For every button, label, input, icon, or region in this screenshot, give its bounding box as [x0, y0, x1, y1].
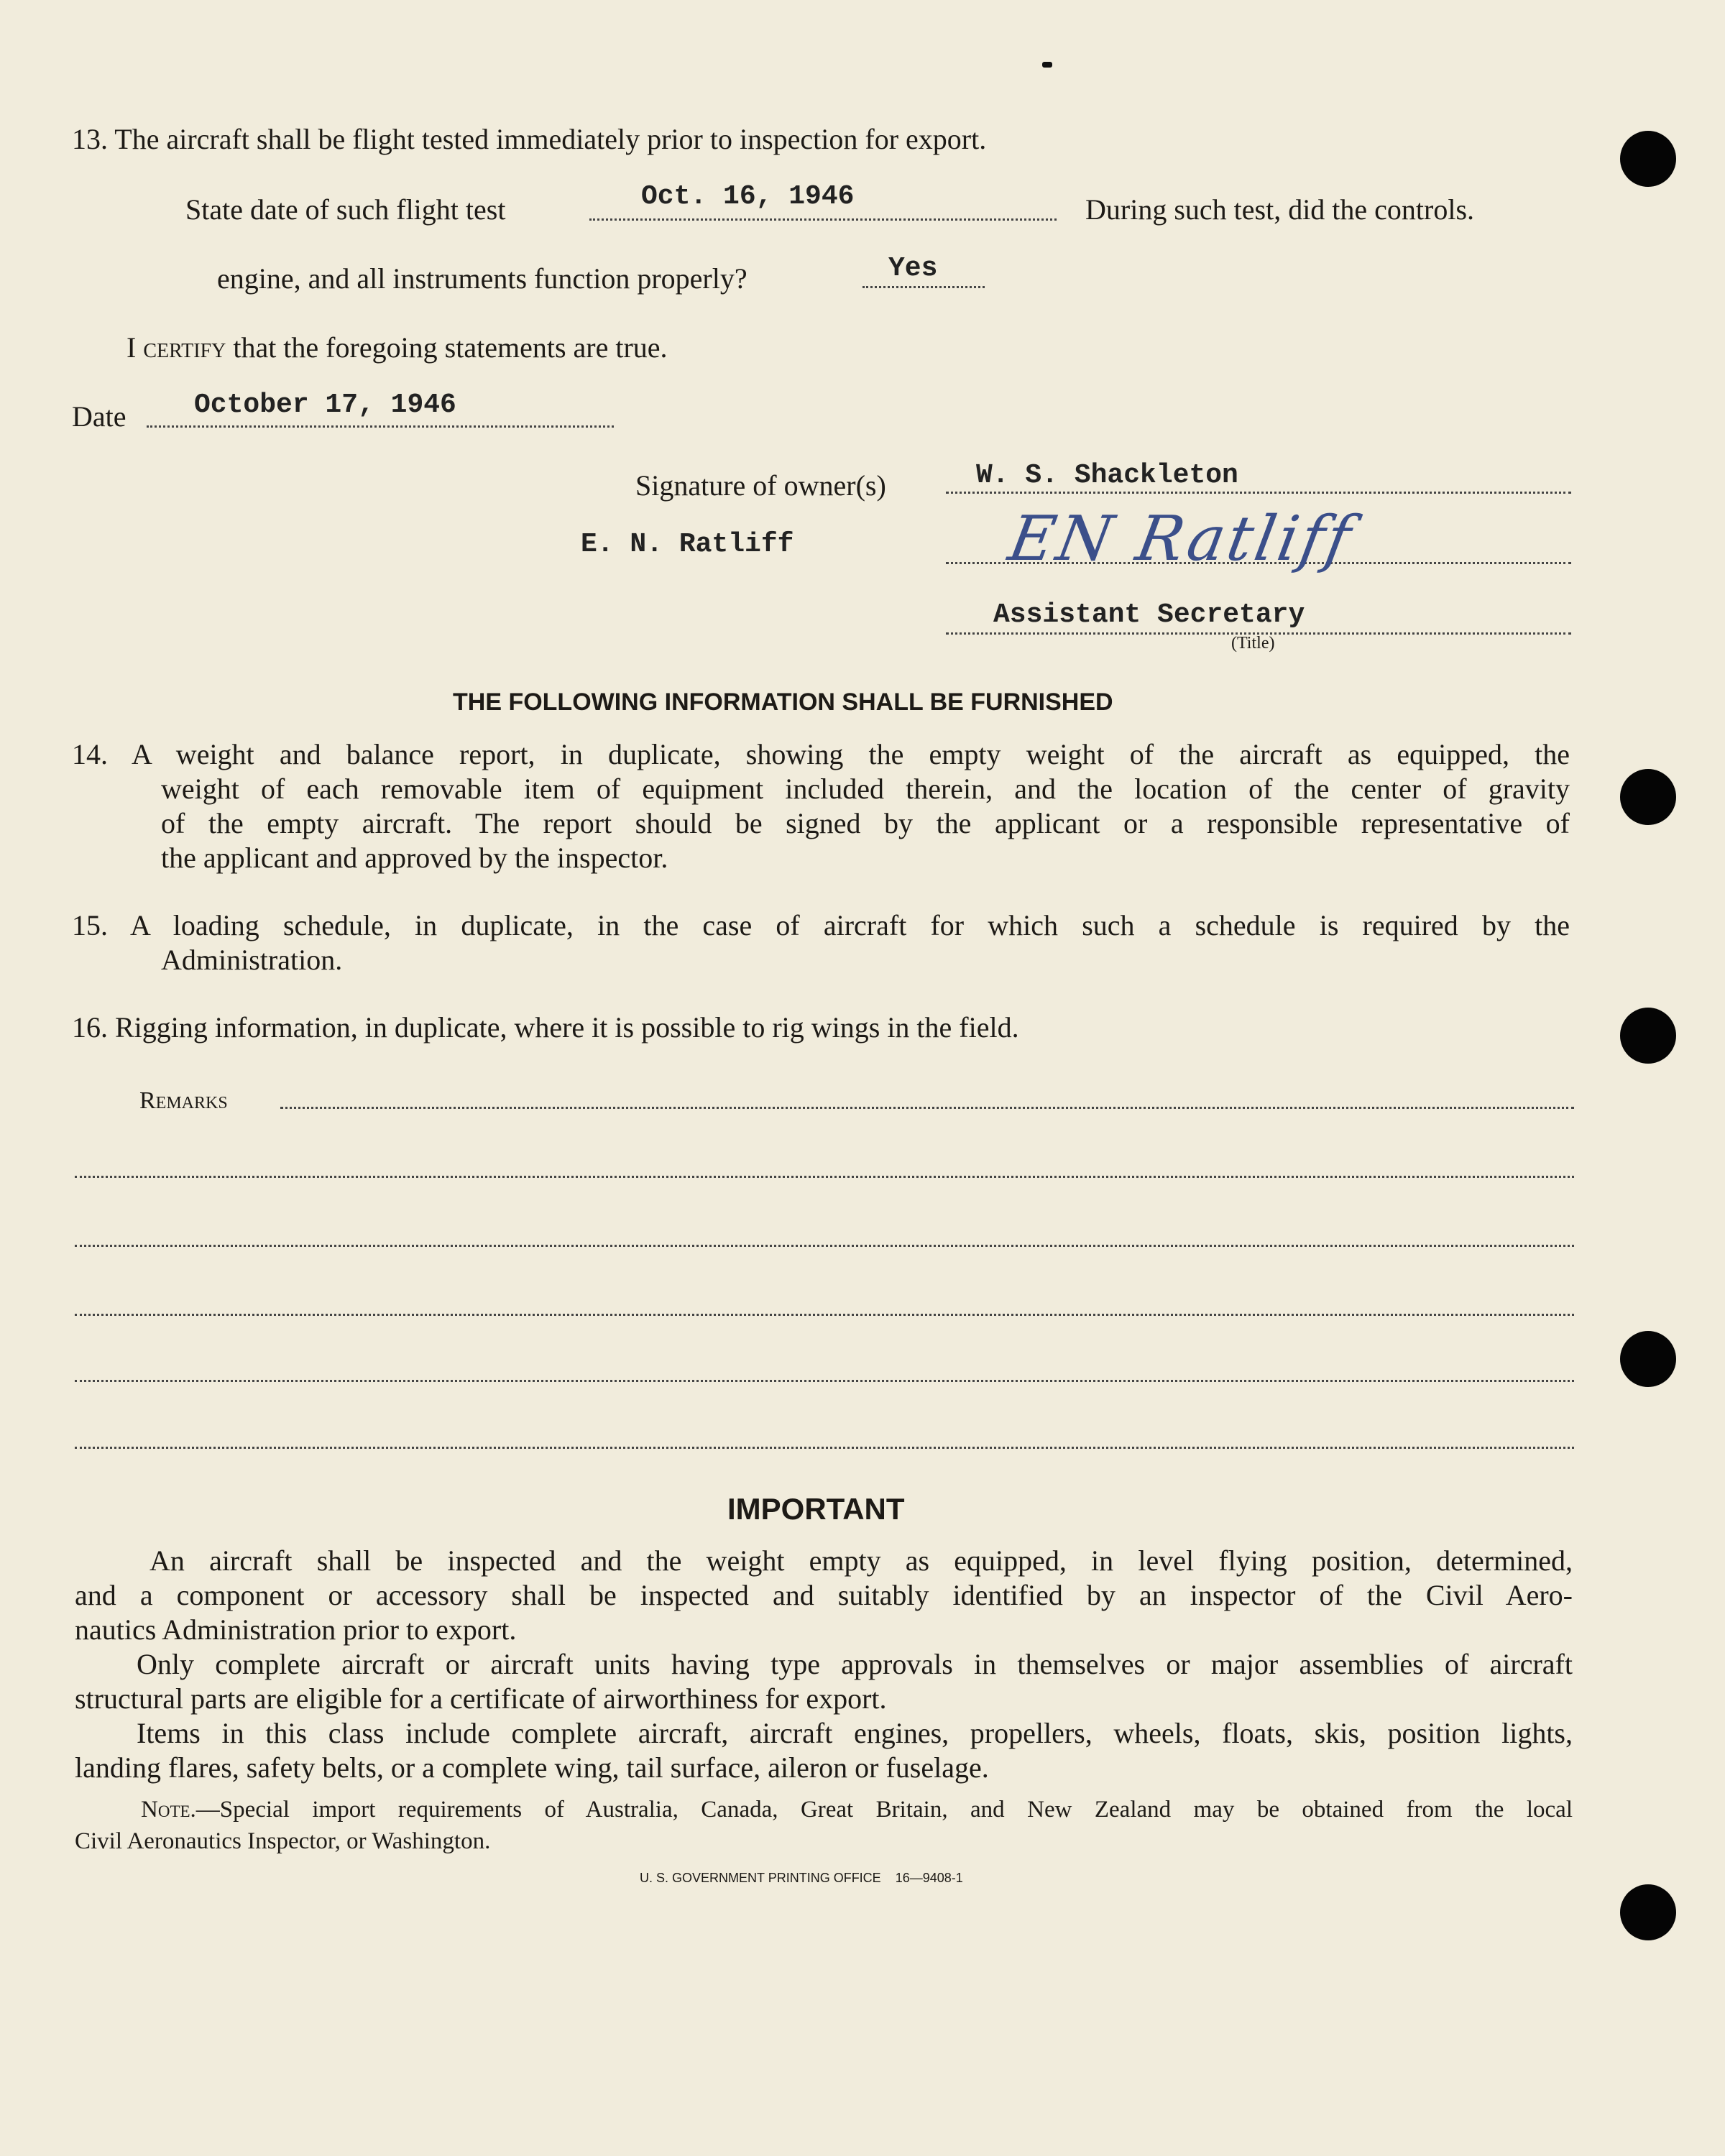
- signature-owner-label: Signature of owner(s): [635, 469, 886, 502]
- flight-test-date-label: State date of such flight test: [185, 193, 506, 226]
- important-p1-line: nautics Administration prior to export.: [75, 1613, 517, 1646]
- item-13-text: 13. The aircraft shall be flight tested immediately prior to inspection for export.: [72, 123, 987, 155]
- item-15-line: Administration.: [161, 944, 343, 976]
- title-value: Assistant Secretary: [993, 599, 1305, 630]
- remarks-line: [75, 1380, 1574, 1382]
- during-test-label: During such test, did the controls.: [1085, 193, 1475, 226]
- important-p2-line: structural parts are eligible for a certificate of airworthiness for export.: [75, 1682, 887, 1715]
- owner-signature-line: [946, 492, 1571, 494]
- certify-rest: that the foregoing statements are true.: [233, 331, 668, 364]
- handwritten-signature: EN Ratliff: [1003, 503, 1359, 575]
- important-p2-line: Only complete aircraft or aircraft units having type approvals in themselves or major assemblies of aircraft: [137, 1648, 1573, 1680]
- important-p3-line: landing flares, safety belts, or a complete wing, tail surface, aileron or fuselage.: [75, 1751, 989, 1784]
- note-label: Note.: [141, 1797, 196, 1823]
- remarks-line: [280, 1107, 1574, 1109]
- important-p1-line: and a component or accessory shall be inspected and suitably identified by an inspector of the Civil Aero-: [75, 1579, 1573, 1611]
- remarks-line: [75, 1447, 1574, 1449]
- signer-typed-name: E. N. Ratliff: [581, 529, 794, 560]
- important-p3-line: Items in this class include complete aircraft, aircraft engines, propellers, wheels, floats, skis, position lights,: [137, 1717, 1573, 1749]
- flight-test-date-value: Oct. 16, 1946: [641, 181, 855, 212]
- date-line: [147, 425, 614, 428]
- remarks-line: [75, 1314, 1574, 1316]
- printer-imprint: [640, 1871, 963, 1886]
- item-14-line: weight of each removable item of equipment included therein, and the location of the center of gravity: [161, 773, 1570, 805]
- owner-name: W. S. Shackleton: [976, 460, 1238, 491]
- engine-function-label: engine, and all instruments function properly?: [217, 262, 748, 295]
- binder-hole: [1620, 1331, 1676, 1387]
- item-14-line: 14. A weight and balance report, in duplicate, showing the empty weight of the aircraft as equipped, the: [72, 738, 1570, 770]
- note-line: Civil Aeronautics Inspector, or Washington.: [75, 1828, 491, 1854]
- item-14-line: the applicant and approved by the inspector.: [161, 842, 668, 874]
- item-14-line: of the empty aircraft. The report should be signed by the applicant or a responsible representative of: [161, 807, 1570, 839]
- engine-function-line: [862, 286, 985, 288]
- furnished-heading: THE FOLLOWING INFORMATION SHALL BE FURNISHED: [453, 688, 1113, 716]
- remarks-line: [75, 1245, 1574, 1247]
- date-value: October 17, 1946: [194, 390, 456, 420]
- certify-lead: I: [126, 331, 137, 364]
- binder-hole: [1620, 1008, 1676, 1064]
- note-text: —Special import requirements of Australia, Canada, Great Britain, and New Zealand may be obtained from the local: [196, 1797, 1573, 1823]
- important-heading: IMPORTANT: [727, 1492, 905, 1526]
- item-16-text: 16. Rigging information, in duplicate, where it is possible to rig wings in the field.: [72, 1011, 1019, 1044]
- date-label: Date: [72, 400, 126, 433]
- engine-function-value: Yes: [888, 253, 938, 284]
- binder-hole: [1620, 769, 1676, 825]
- remarks-label: Remarks: [139, 1087, 228, 1114]
- important-p1-line: An aircraft shall be inspected and the weight empty as equipped, in level flying position, determined,: [150, 1544, 1573, 1577]
- certify-statement: [126, 331, 668, 365]
- flight-test-date-line: [589, 218, 1057, 221]
- printer-name: U. S. GOVERNMENT PRINTING OFFICE: [640, 1871, 881, 1885]
- item-15-line: 15. A loading schedule, in duplicate, in the case of aircraft for which such a schedule is required by the: [72, 909, 1570, 941]
- binder-hole: [1620, 131, 1676, 187]
- note-line: [141, 1795, 1573, 1824]
- form-number: 16—9408-1: [895, 1871, 963, 1885]
- title-label: (Title): [1231, 634, 1275, 653]
- certify-caps: certify: [143, 331, 226, 364]
- remarks-line: [75, 1176, 1574, 1178]
- punch-mark: [1042, 62, 1052, 68]
- binder-hole: [1620, 1884, 1676, 1940]
